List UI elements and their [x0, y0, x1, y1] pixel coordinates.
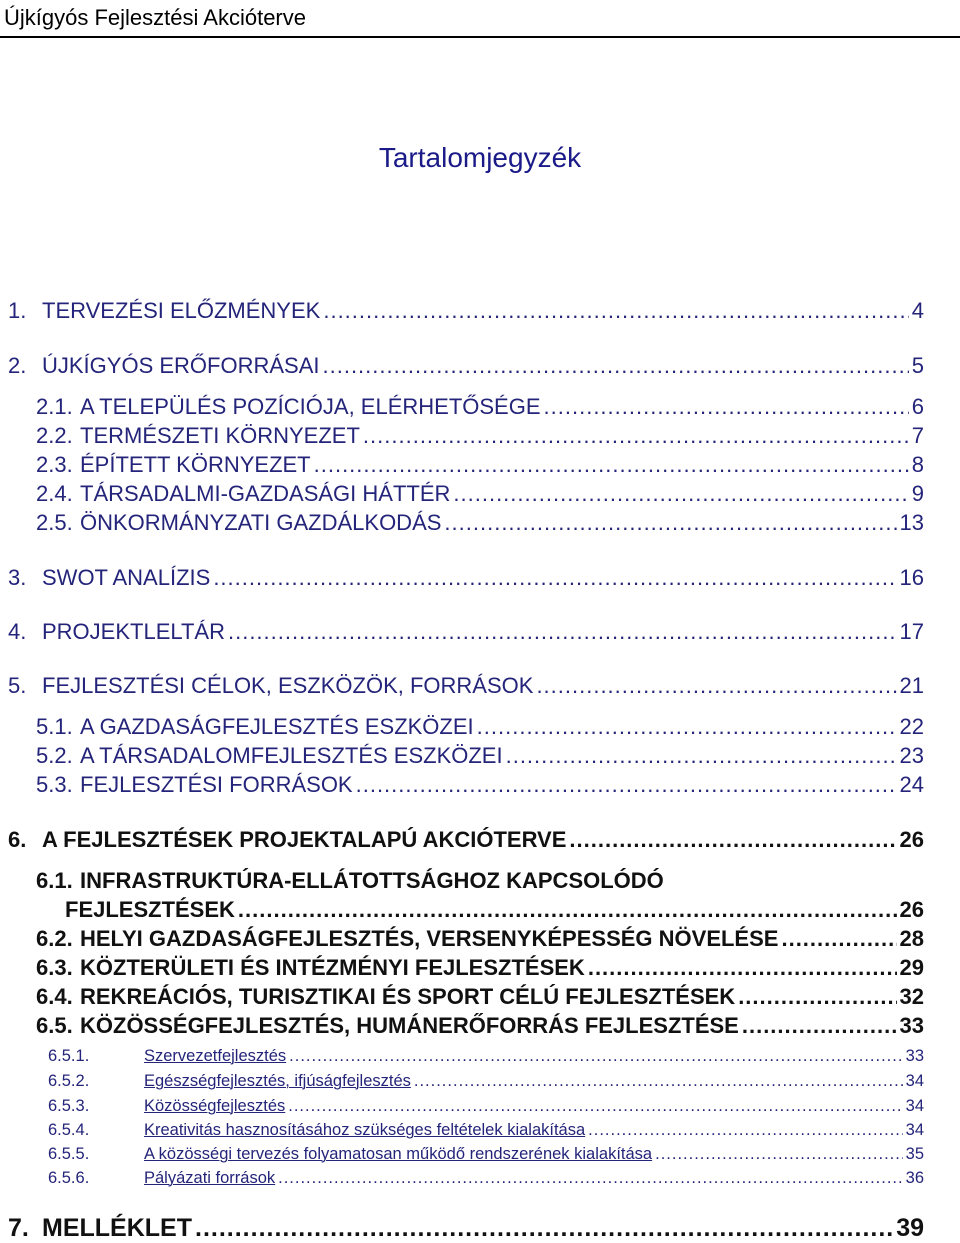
- toc-entry-page: 17: [899, 619, 924, 644]
- toc-entry-number: 3.: [8, 565, 27, 590]
- toc-entry-number: 2.4.: [36, 481, 73, 506]
- toc-entry-number: 6.5.4.: [48, 1121, 90, 1139]
- toc-entry-number: 2.3.: [36, 452, 73, 477]
- toc-entry[interactable]: [8, 298, 924, 324]
- toc-entry-number: 6.5.: [36, 1013, 73, 1038]
- toc-entry-page: 33: [899, 1013, 924, 1038]
- toc-entry-number: 6.1.: [36, 868, 73, 893]
- toc-entry-number: 2.1.: [36, 394, 73, 419]
- toc-leader-dots: [414, 1072, 903, 1091]
- toc-entry-text: KÖZÖSSÉGFEJLESZTÉS, HUMÁNERŐFORRÁS FEJLESZTÉSE: [80, 1013, 739, 1038]
- toc-entry-line-one[interactable]: [36, 868, 924, 894]
- toc-entry-text: A TELEPÜLÉS POZÍCIÓJA, ELÉRHETŐSÉGE: [80, 394, 541, 419]
- toc-leader-dots: [228, 619, 897, 645]
- toc-entry-number: 5.: [8, 673, 27, 698]
- toc-entry[interactable]: [8, 1214, 924, 1243]
- toc-entry-text: SWOT ANALÍZIS: [42, 565, 211, 590]
- toc-leader-dots: [588, 955, 897, 981]
- toc-entry-page: 21: [899, 673, 924, 698]
- toc-entry-text: MELLÉKLET: [42, 1214, 192, 1242]
- toc-entry[interactable]: [8, 673, 924, 699]
- toc-entry-number: 6.5.5.: [48, 1145, 90, 1163]
- toc-entry[interactable]: [48, 1121, 924, 1140]
- toc-entry[interactable]: [48, 1169, 924, 1188]
- toc-entry[interactable]: [36, 955, 924, 981]
- toc-entry-number: 6.5.2.: [48, 1072, 90, 1090]
- toc-leader-dots: [453, 481, 908, 507]
- document-title: Újkígyós Fejlesztési Akcióterve: [4, 5, 306, 30]
- toc-entry-text: ÖNKORMÁNYZATI GAZDÁLKODÁS: [80, 510, 442, 535]
- toc-entry-page: 26: [899, 897, 924, 922]
- toc-entry-page: 24: [899, 772, 924, 797]
- toc-entry[interactable]: [36, 772, 924, 798]
- toc-entry[interactable]: [48, 1145, 924, 1164]
- toc-entry-page: 5: [911, 353, 924, 378]
- toc-leader-dots: [536, 673, 896, 699]
- toc-entry[interactable]: [48, 1097, 924, 1116]
- toc-entry-text: ÚJKÍGYÓS ERŐFORRÁSAI: [42, 353, 320, 378]
- toc-entry[interactable]: [36, 926, 924, 952]
- toc-leader-dots: [738, 984, 896, 1010]
- toc-entry-page: 34: [905, 1072, 924, 1090]
- toc-entry[interactable]: [48, 1047, 924, 1066]
- toc-entry-text: KÖZTERÜLETI ÉS INTÉZMÉNYI FEJLESZTÉSEK: [80, 955, 585, 980]
- toc-leader-dots: [655, 1145, 903, 1164]
- toc-leader-dots: [314, 452, 909, 478]
- toc-entry-page: 7: [911, 423, 924, 448]
- toc-entry-text: REKREÁCIÓS, TURISZTIKAI ÉS SPORT CÉLÚ FEJLESZTÉSEK: [80, 984, 736, 1009]
- toc-entry-number: 5.1.: [36, 714, 73, 739]
- toc-entry-text: Pályázati források: [144, 1169, 276, 1187]
- toc-entry-page: 35: [905, 1145, 924, 1163]
- toc-entry-number: 1.: [8, 298, 27, 323]
- toc-entry-text: A TÁRSADALOMFEJLESZTÉS ESZKÖZEI: [80, 743, 503, 768]
- toc-leader-dots: [742, 1013, 897, 1039]
- toc-leader-dots: [544, 394, 909, 420]
- toc-entry-text: Szervezetfejlesztés: [144, 1047, 287, 1065]
- toc-leader-dots: [323, 353, 909, 379]
- toc-entry[interactable]: [36, 510, 924, 536]
- toc-entry[interactable]: [36, 394, 924, 420]
- toc-leader-dots: [195, 1214, 893, 1243]
- toc-entry-page: 4: [911, 298, 924, 323]
- toc-entry-number: 2.: [8, 353, 27, 378]
- toc-leader-dots: [569, 827, 896, 853]
- toc-entry-page: 28: [899, 926, 924, 951]
- toc-entry-page: 13: [899, 510, 924, 535]
- toc-entry-text: A GAZDASÁGFEJLESZTÉS ESZKÖZEI: [80, 714, 474, 739]
- toc-entry-page: 23: [899, 743, 924, 768]
- toc-entry-text-continued: FEJLESZTÉSEK: [65, 897, 235, 922]
- toc-leader-dots: [781, 926, 896, 952]
- toc-entry-page: 32: [899, 984, 924, 1009]
- toc-entry-number: 6.5.1.: [48, 1047, 90, 1065]
- toc-entry-line-two[interactable]: [65, 897, 924, 923]
- toc-leader-dots: [588, 1121, 902, 1140]
- toc-entry[interactable]: [36, 452, 924, 478]
- toc-entry[interactable]: [8, 827, 924, 853]
- toc-entry-number: 7.: [8, 1214, 29, 1242]
- toc-entry-number: 5.2.: [36, 743, 73, 768]
- toc-entry[interactable]: [36, 714, 924, 740]
- toc-leader-dots: [323, 298, 908, 324]
- toc-entry-text: TÁRSADALMI-GAZDASÁGI HÁTTÉR: [80, 481, 451, 506]
- toc-entry[interactable]: [8, 565, 924, 591]
- toc-entry[interactable]: [36, 743, 924, 769]
- toc-entry-page: 34: [905, 1097, 924, 1115]
- toc-leader-dots: [363, 423, 909, 449]
- page-header: [0, 0, 960, 38]
- toc-entry-page: 36: [905, 1169, 924, 1187]
- toc-entry-page: 34: [905, 1121, 924, 1139]
- toc-entry[interactable]: [48, 1072, 924, 1091]
- toc-entry[interactable]: [36, 984, 924, 1010]
- toc-entry-number: 6.4.: [36, 984, 73, 1009]
- toc-entry-page: 22: [899, 714, 924, 739]
- toc-entry-page: 33: [905, 1047, 924, 1065]
- toc-entry-text: TERMÉSZETI KÖRNYEZET: [80, 423, 360, 448]
- toc-entry-text: Közösségfejlesztés: [144, 1097, 286, 1115]
- toc-leader-dots: [506, 743, 897, 769]
- toc-leader-dots: [356, 772, 897, 798]
- toc-leader-dots: [444, 510, 896, 536]
- toc-entry-page: 29: [899, 955, 924, 980]
- toc-entry-number: 4.: [8, 619, 27, 644]
- toc-leader-dots: [288, 1097, 902, 1116]
- toc-entry[interactable]: [36, 1013, 924, 1039]
- toc-entry[interactable]: [8, 619, 924, 645]
- toc-heading: Tartalomjegyzék: [378, 142, 582, 173]
- toc-entry-text: ÉPÍTETT KÖRNYEZET: [80, 452, 311, 477]
- toc-entry-number: 5.3.: [36, 772, 73, 797]
- toc-leader-dots: [238, 897, 897, 923]
- toc-entry-number: 6.5.6.: [48, 1169, 90, 1187]
- toc-entry-number: 2.5.: [36, 510, 73, 535]
- toc-leader-dots: [477, 714, 897, 740]
- toc-entry-number: 6.5.3.: [48, 1097, 90, 1115]
- toc-entry-text: FEJLESZTÉSI CÉLOK, ESZKÖZÖK, FORRÁSOK: [42, 673, 534, 698]
- toc-entry-text: PROJEKTLELTÁR: [42, 619, 225, 644]
- toc-entry-page: 9: [911, 481, 924, 506]
- toc-entry-text: A FEJLESZTÉSEK PROJEKTALAPÚ AKCIÓTERVE: [42, 827, 567, 852]
- toc-entry-text: Egészségfejlesztés, ifjúságfejlesztés: [144, 1072, 411, 1090]
- toc-entry-number: 2.2.: [36, 423, 73, 448]
- toc-leader-dots: [213, 565, 896, 591]
- toc-entry-text: A közösségi tervezés folyamatosan működő rendszerének kialakítása: [144, 1145, 653, 1163]
- toc-entry-page: 26: [899, 827, 924, 852]
- toc-entry-text: HELYI GAZDASÁGFEJLESZTÉS, VERSENYKÉPESSÉG NÖVELÉSE: [80, 926, 779, 951]
- toc-entry-text: Kreativitás hasznosításához szükséges feltételek kialakítása: [144, 1121, 586, 1139]
- toc-entry-text: TERVEZÉSI ELŐZMÉNYEK: [42, 298, 321, 323]
- toc-entry-page: 8: [911, 452, 924, 477]
- toc-entry[interactable]: [8, 353, 924, 379]
- toc-entry-text: INFRASTRUKTÚRA-ELLÁTOTTSÁGHOZ KAPCSOLÓDÓ: [80, 868, 664, 893]
- toc-entry-page: 6: [911, 394, 924, 419]
- toc-entry-number: 6.: [8, 827, 27, 852]
- toc-entry-number: 6.3.: [36, 955, 73, 980]
- toc-entry-page: 39: [896, 1214, 924, 1242]
- toc-entry[interactable]: [36, 423, 924, 449]
- toc-entry[interactable]: [36, 481, 924, 507]
- toc-leader-dots: [278, 1169, 903, 1188]
- toc-entry-number: 6.2.: [36, 926, 73, 951]
- toc-entry-text: FEJLESZTÉSI FORRÁSOK: [80, 772, 353, 797]
- toc-entry-page: 16: [899, 565, 924, 590]
- toc-leader-dots: [289, 1047, 902, 1066]
